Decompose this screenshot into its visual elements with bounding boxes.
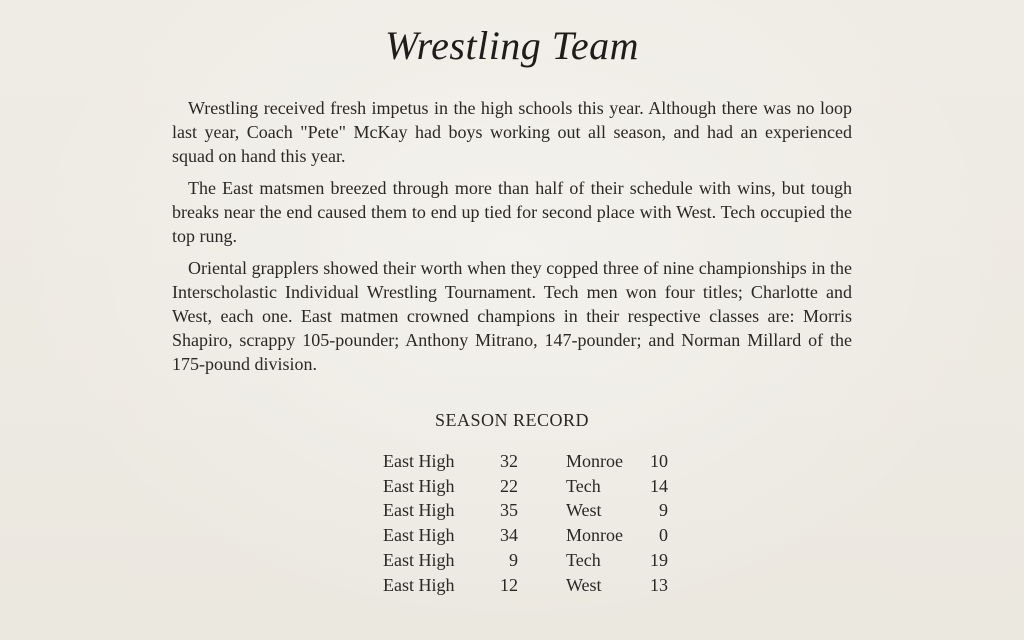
opponent-name: Monroe — [566, 451, 623, 471]
team-name: East High — [383, 525, 455, 546]
opponent-name: Monroe — [566, 525, 623, 546]
opponent-score: 14 — [650, 475, 668, 496]
team-name: East High — [383, 475, 455, 496]
opponent-score: 19 — [650, 549, 668, 570]
team-score: 35 — [500, 500, 518, 521]
record-row — [383, 548, 668, 573]
paragraph-3: Oriental grapplers showed their worth when they copped three of nine championships in the Interscholastic Individual Wrestling Tournament. Tech men won four titles; Charlotte and West, each one. East matmen crowned champions in their respective classes are: Morris Shapiro, scrappy 105-pounder; Anthony Mitrano, 147-pounder; and Norman Millard of the 175-pound division. — [172, 258, 852, 374]
record-row — [383, 523, 668, 548]
opponent-score: 0 — [659, 525, 668, 546]
paragraph-2: The East matsmen breezed through more than half of their schedule with wins, but tough breaks near the end caused them to end up tied for second place with West. Tech occupied the top rung. — [172, 178, 852, 246]
team-score: 9 — [509, 549, 518, 570]
season-record-heading: SEASON RECORD — [434, 410, 590, 430]
opponent-name: West — [566, 500, 602, 521]
team-name: East High — [383, 549, 455, 570]
opponent-name: Tech — [566, 475, 601, 496]
record-row — [383, 573, 668, 598]
team-score: 32 — [500, 451, 518, 471]
record-row — [383, 449, 668, 474]
record-row — [383, 474, 668, 499]
record-row — [383, 498, 668, 523]
opponent-score: 10 — [650, 451, 668, 471]
season-record-table — [383, 449, 668, 597]
team-name: East High — [383, 451, 455, 471]
paragraph-1: Wrestling received fresh impetus in the high schools this year. Although there was no loop last year, Coach "Pete" McKay had boys working out all season, and had an experienced squad on hand this year. — [172, 98, 852, 166]
article-body — [172, 96, 852, 384]
opponent-name: Tech — [566, 549, 601, 570]
opponent-score: 13 — [650, 574, 668, 595]
team-name: East High — [383, 574, 455, 595]
team-name: East High — [383, 500, 455, 521]
opponent-score: 9 — [659, 500, 668, 521]
team-score: 34 — [500, 525, 518, 546]
team-score: 12 — [500, 574, 518, 595]
team-score: 22 — [500, 475, 518, 496]
page-title: Wrestling Team — [384, 23, 640, 68]
opponent-name: West — [566, 574, 602, 595]
